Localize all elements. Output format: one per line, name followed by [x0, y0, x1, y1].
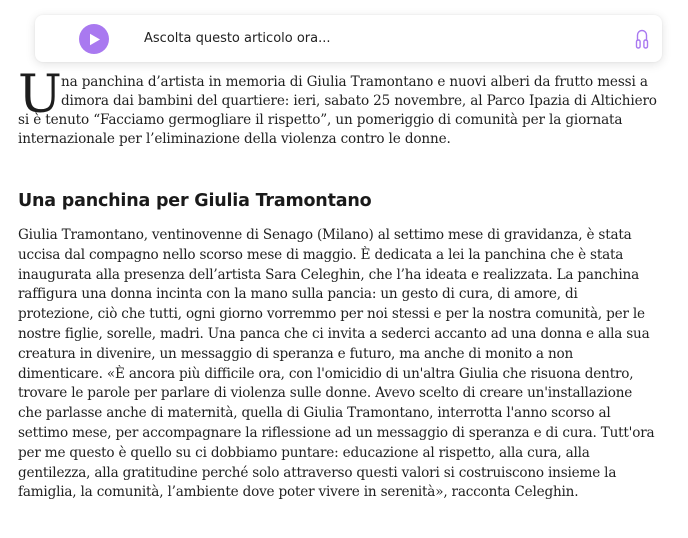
dropcap-letter: U [18, 65, 62, 125]
body-line: trovare le parole per parlare di violenza sulle donne. Avevo scelto di creare un'installazione [18, 385, 633, 402]
headphones-icon[interactable] [635, 28, 649, 50]
article-intro [18, 65, 678, 149]
body-line: per me questo è quello su ci dobbiamo puntare: educazione al rispetto, alla cura, alla [18, 444, 590, 461]
intro-line: na panchina d’artista in memoria di Giulia Tramontano e nuovi alberi da frutto messi a [61, 74, 648, 90]
body-line: nostre figlie, sorelle, madri. Una panca che ci invita a sederci accanto ad una donna e alla sua [18, 325, 650, 342]
body-line: raffigura una donna incinta con la mano sulla pancia: un gesto di cura, di amore, di [18, 286, 578, 303]
intro-line: internazionale per l’eliminazione della violenza contro le donne. [18, 131, 451, 147]
body-line: gentilezza, alla gratitudine perché solo attraverso questi valori si costruiscono insieme la [18, 464, 617, 481]
body-line: settimo mese, per accompagnare la riflessione ad un messaggio di speranza e di cura. Tutt'ora [18, 424, 655, 441]
body-line: creatura in divenire, un messaggio di speranza e futuro, ma anche di monito a non [18, 345, 574, 362]
play-button[interactable] [79, 24, 109, 54]
audio-player [35, 15, 662, 62]
play-icon [89, 33, 101, 46]
article-body [18, 226, 678, 503]
section-heading: Una panchina per Giulia Tramontano [18, 191, 372, 211]
body-line: famiglia, la comunità, l’ambiente dove poter vivere in serenità», racconta Celeghin. [18, 484, 579, 501]
intro-line: dimora dai bambini del quartiere: ieri, sabato 25 novembre, al Parco Ipazia di Altichiero [61, 93, 657, 109]
body-line: che parlasse anche di maternità, quella di Giulia Tramontano, interrotta l'anno scorso al [18, 405, 611, 422]
body-line: inaugurata alla presenza dell’artista Sara Celeghin, che l’ha ideata e realizzata. La panchina [18, 266, 639, 283]
intro-line: si è tenuto “Facciamo germogliare il rispetto”, un pomeriggio di comunità per la giornata [18, 112, 623, 128]
body-line: protezione, ciò che tutti, ogni giorno vorremmo per noi stessi e per la nostra comunità, per le [18, 306, 645, 323]
body-line: uccisa dal compagno nello scorso mese di maggio. È dedicata a lei la panchina che è stata [18, 246, 624, 263]
player-label: Ascolta questo articolo ora... [144, 31, 331, 46]
body-line: dimenticare. «È ancora più difficile ora, con l'omicidio di un'altra Giulia che risuona dentro, [18, 365, 634, 382]
body-line: Giulia Tramontano, ventinovenne di Senago (Milano) al settimo mese di gravidanza, è stata [18, 227, 632, 243]
